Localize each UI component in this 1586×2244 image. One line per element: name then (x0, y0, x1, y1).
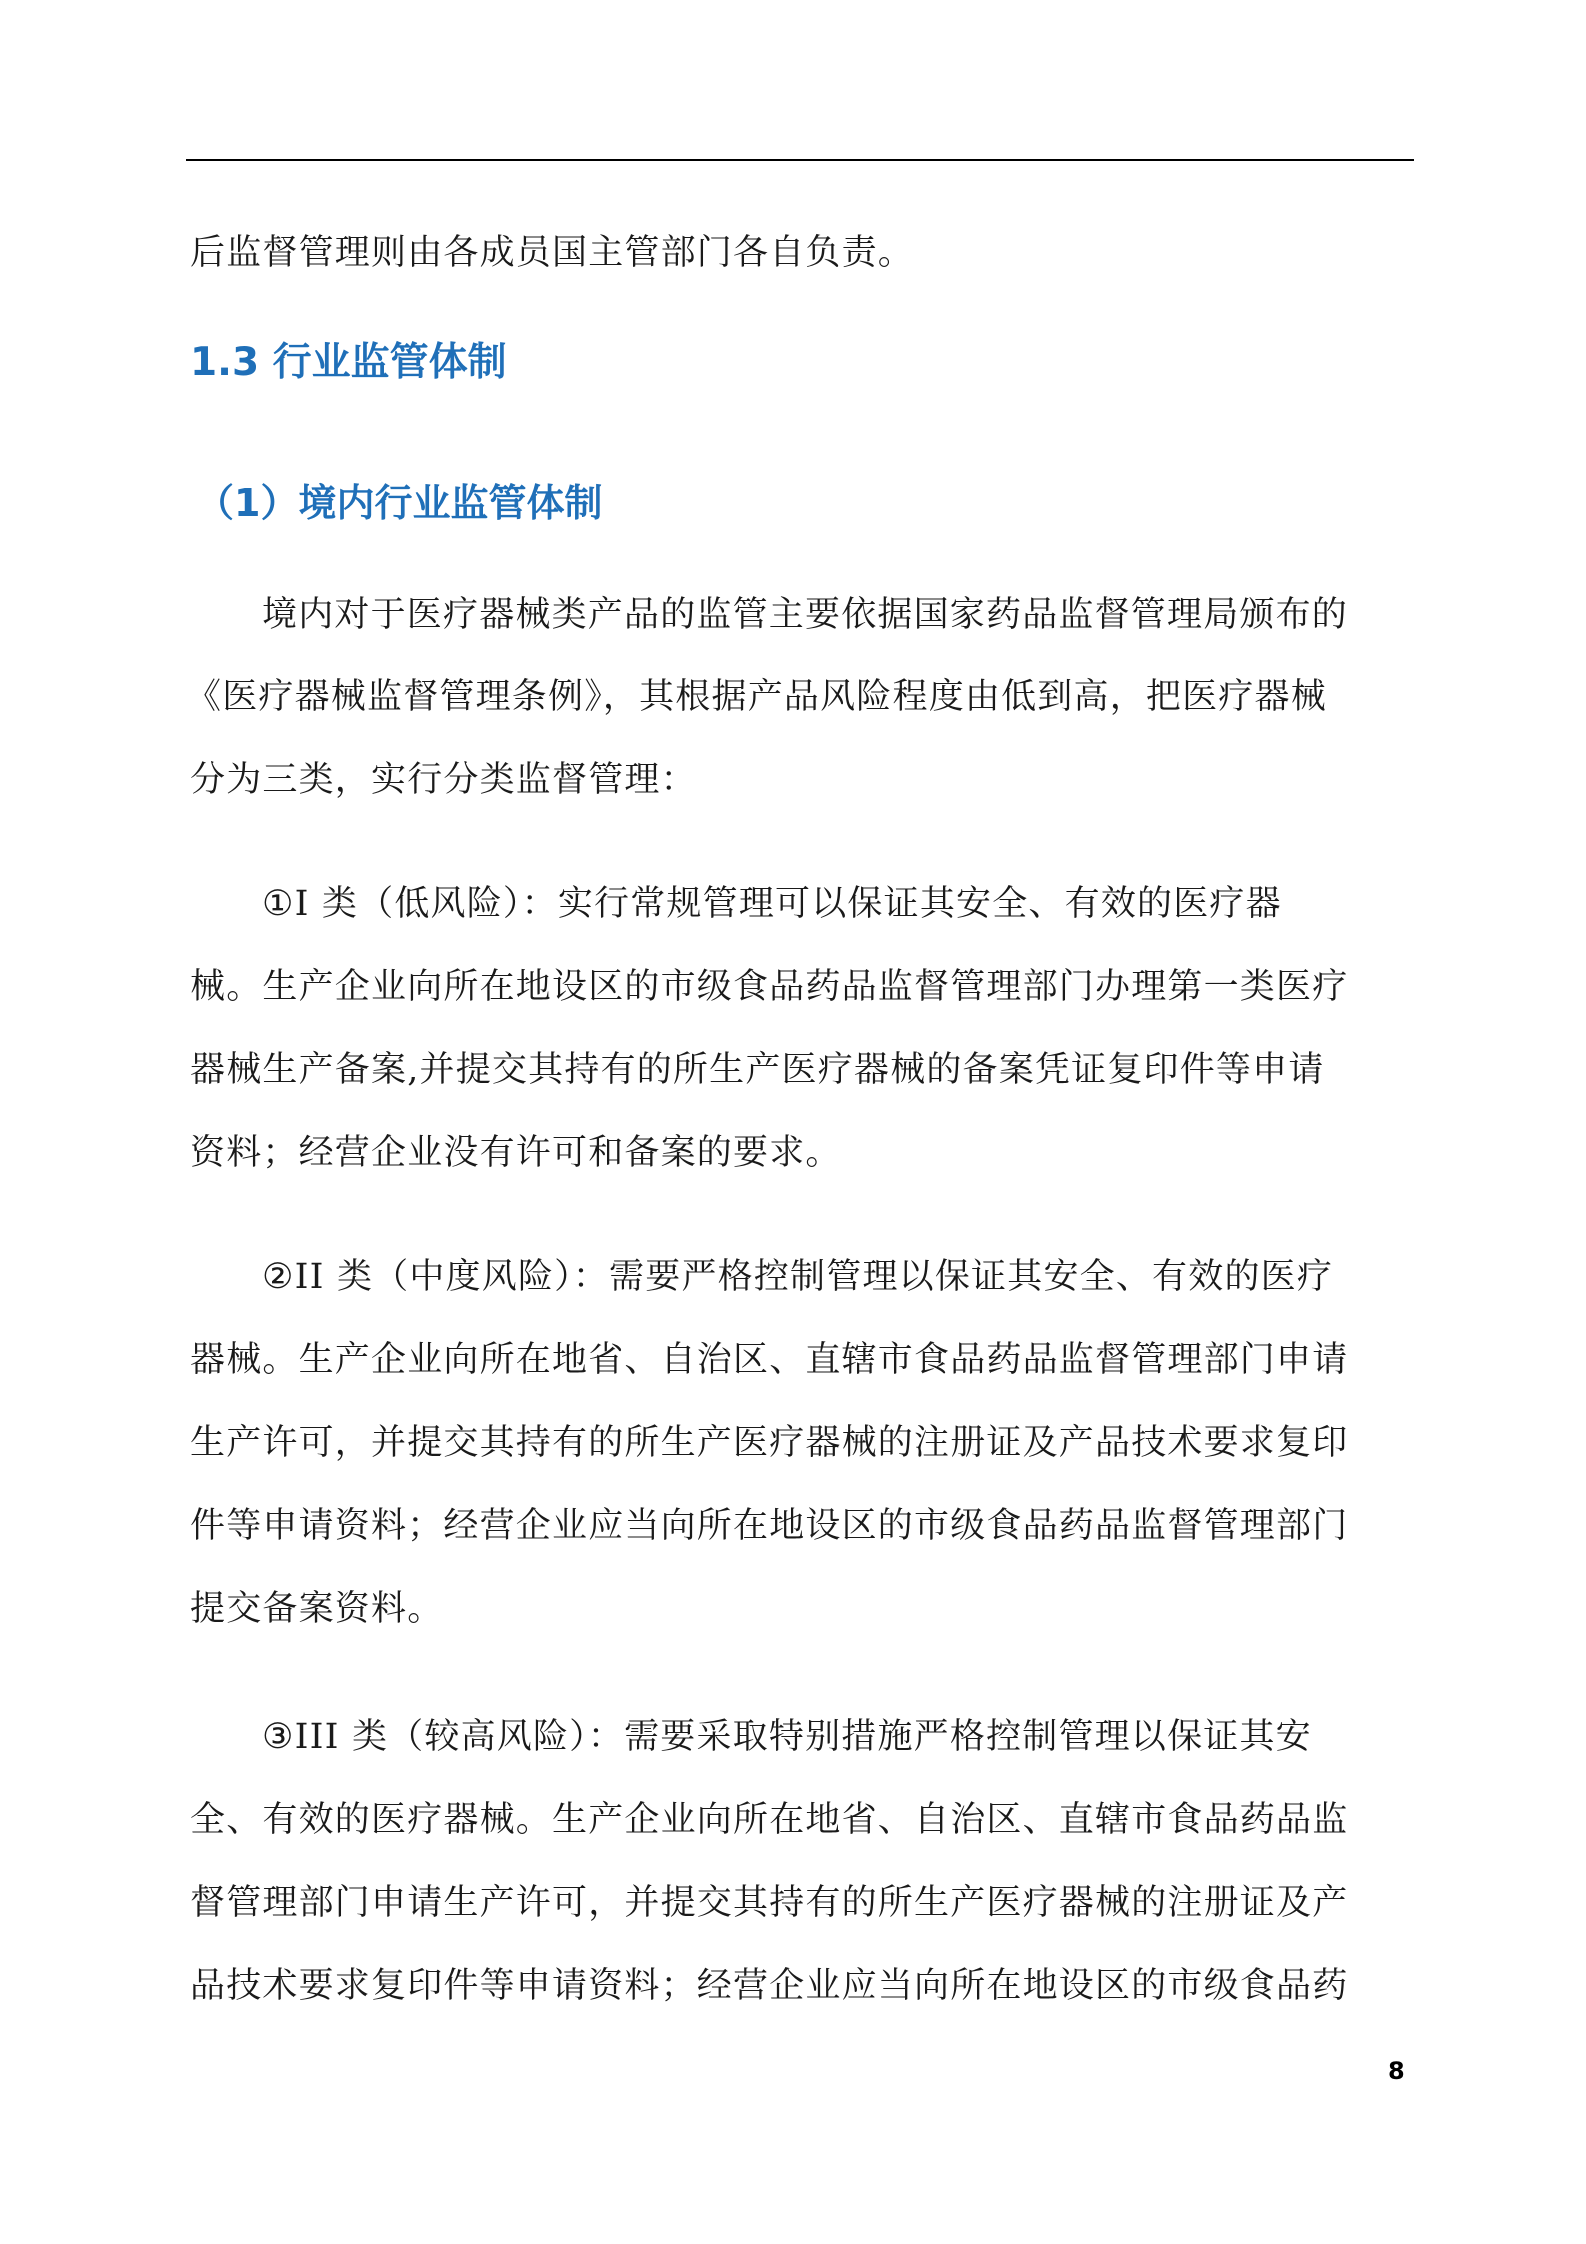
intro-line: 后监督管理则由各成员国主管部门各自负责。 (190, 233, 915, 273)
paragraph-line: 提交备案资料。 (190, 1589, 444, 1629)
paragraph-line: ②II 类（中度风险）：需要严格控制管理以保证其安全、有效的医疗 (262, 1257, 1334, 1297)
paragraph-line: 全、有效的医疗器械。生产企业向所在地省、自治区、直辖市食品药品监 (190, 1800, 1349, 1840)
paragraph-line: 件等申请资料；经营企业应当向所在地设区的市级食品药品监督管理部门 (190, 1506, 1349, 1546)
paragraph-line: 《医疗器械监督管理条例》，其根据产品风险程度由低到高，把医疗器械 (186, 677, 1327, 717)
paragraph-line: 督管理部门申请生产许可，并提交其持有的所生产医疗器械的注册证及产 (190, 1883, 1349, 1923)
paragraph-line: 品技术要求复印件等申请资料；经营企业应当向所在地设区的市级食品药 (190, 1966, 1349, 2006)
paragraph-line: 资料；经营企业没有许可和备案的要求。 (190, 1133, 842, 1173)
header-rule (186, 159, 1414, 161)
paragraph-line: ③III 类（较高风险）：需要采取特别措施严格控制管理以保证其安 (262, 1717, 1312, 1757)
paragraph-line: 分为三类，实行分类监督管理： (190, 760, 697, 800)
paragraph-line: ①I 类（低风险）：实行常规管理可以保证其安全、有效的医疗器 (262, 884, 1282, 924)
paragraph-line: 生产许可，并提交其持有的所生产医疗器械的注册证及产品技术要求复印 (190, 1423, 1349, 1463)
paragraph-line: 境内对于医疗器械类产品的监管主要依据国家药品监督管理局颁布的 (262, 595, 1349, 635)
subsection-heading: （1）境内行业监管体制 (196, 481, 603, 525)
paragraph-line: 械。生产企业向所在地设区的市级食品药品监督管理部门办理第一类医疗 (190, 967, 1349, 1007)
page-number: 8 (1388, 2057, 1405, 2085)
paragraph-line: 器械生产备案,并提交其持有的所生产医疗器械的备案凭证复印件等申请 (190, 1050, 1325, 1090)
paragraph-line: 器械。生产企业向所在地省、自治区、直辖市食品药品监督管理部门申请 (190, 1340, 1349, 1380)
section-heading: 1.3 行业监管体制 (190, 340, 507, 385)
